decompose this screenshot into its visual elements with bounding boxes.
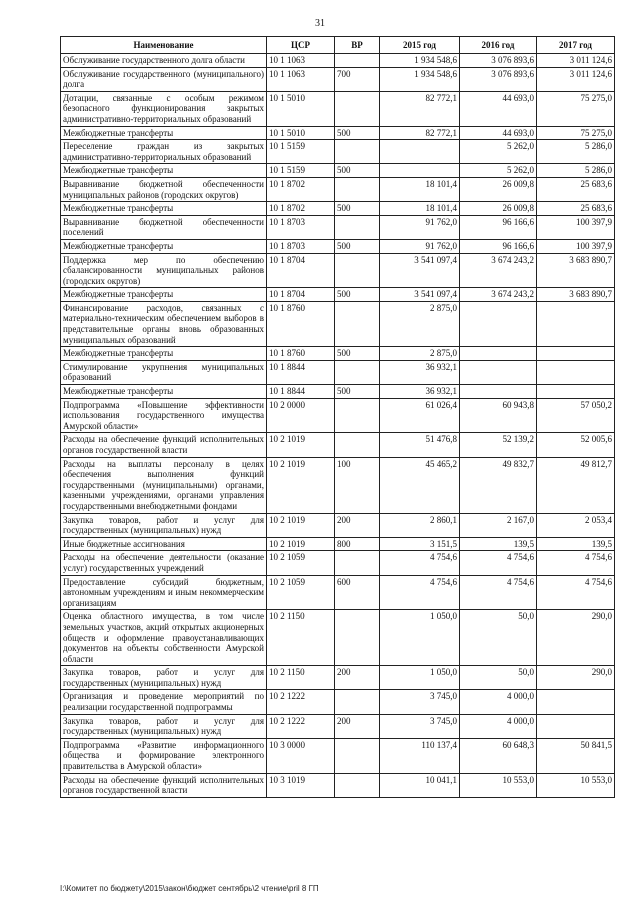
vr-cell [335,360,380,384]
csr-cell: 10 1 8760 [267,347,335,361]
name-cell: Закупка товаров, работ и услуг для государственных (муниципальных) нужд [61,513,267,537]
year-2015-cell: 2 860,1 [380,513,460,537]
vr-cell [335,433,380,457]
year-2016-cell: 60 943,8 [460,398,537,433]
csr-cell: 10 1 8702 [267,202,335,216]
vr-cell: 500 [335,202,380,216]
year-2016-cell: 2 167,0 [460,513,537,537]
year-2015-cell: 91 762,0 [380,215,460,239]
table-header [61,37,615,54]
year-2015-cell: 45 465,2 [380,457,460,513]
year-2015-cell [380,164,460,178]
csr-cell: 10 2 1019 [267,513,335,537]
name-cell: Межбюджетные трансферты [61,164,267,178]
year-2015-cell: 2 875,0 [380,301,460,346]
vr-cell: 100 [335,457,380,513]
name-cell: Межбюджетные трансферты [61,126,267,140]
year-2016-cell: 3 076 893,6 [460,67,537,91]
table-row [61,575,615,610]
header-2017: 2017 год [537,37,615,54]
year-2017-cell: 139,5 [537,537,615,551]
year-2016-cell [460,385,537,399]
name-cell: Дотации, связанные с особым режимом безопасного функционирования закрытых административно-территориальных образований [61,91,267,126]
vr-cell [335,140,380,164]
table-row [61,714,615,738]
year-2017-cell [537,714,615,738]
csr-cell: 10 2 1019 [267,457,335,513]
header-csr: ЦСР [267,37,335,54]
table-row [61,202,615,216]
table-body [61,54,615,798]
table-row [61,666,615,690]
vr-cell [335,690,380,714]
csr-cell: 10 1 8844 [267,385,335,399]
year-2017-cell: 5 286,0 [537,164,615,178]
table-row [61,288,615,302]
name-cell: Подпрограмма «Повышение эффективности использования государственного имущества Амурской области» [61,398,267,433]
csr-cell: 10 1 8703 [267,215,335,239]
year-2017-cell [537,360,615,384]
csr-cell: 10 2 1150 [267,666,335,690]
name-cell: Переселение граждан из закрытых административно-территориальных образований [61,140,267,164]
year-2017-cell: 5 286,0 [537,140,615,164]
vr-cell: 500 [335,126,380,140]
csr-cell: 10 1 5010 [267,91,335,126]
csr-cell: 10 2 1019 [267,433,335,457]
table-row [61,177,615,201]
csr-cell: 10 2 1150 [267,610,335,666]
year-2016-cell: 4 754,6 [460,551,537,575]
year-2017-cell [537,690,615,714]
year-2015-cell: 1 050,0 [380,610,460,666]
year-2016-cell: 50,0 [460,666,537,690]
name-cell: Закупка товаров, работ и услуг для государственных (муниципальных) нужд [61,666,267,690]
csr-cell: 10 1 5159 [267,140,335,164]
year-2016-cell: 26 009,8 [460,202,537,216]
year-2015-cell: 61 026,4 [380,398,460,433]
table-row [61,610,615,666]
vr-cell: 500 [335,385,380,399]
table-row [61,164,615,178]
vr-cell [335,738,380,773]
year-2017-cell: 75 275,0 [537,126,615,140]
year-2017-cell: 4 754,6 [537,575,615,610]
year-2015-cell: 4 754,6 [380,575,460,610]
csr-cell: 10 3 0000 [267,738,335,773]
year-2017-cell: 2 053,4 [537,513,615,537]
year-2017-cell: 290,0 [537,666,615,690]
year-2017-cell: 25 683,6 [537,202,615,216]
year-2015-cell: 3 151,5 [380,537,460,551]
year-2015-cell: 36 932,1 [380,360,460,384]
name-cell: Расходы на обеспечение деятельности (оказание услуг) государственных учреждений [61,551,267,575]
csr-cell: 10 2 1059 [267,575,335,610]
name-cell: Расходы на выплаты персоналу в целях обеспечения выполнения функций государственными (муниципальными) органами, казенными учреждениями, органами управления государственными внебюджетными фондами [61,457,267,513]
header-2015: 2015 год [380,37,460,54]
name-cell: Межбюджетные трансферты [61,385,267,399]
vr-cell: 200 [335,666,380,690]
name-cell: Межбюджетные трансферты [61,288,267,302]
year-2016-cell: 3 076 893,6 [460,54,537,68]
vr-cell [335,398,380,433]
year-2016-cell [460,360,537,384]
year-2015-cell: 3 541 097,4 [380,253,460,288]
year-2015-cell: 110 137,4 [380,738,460,773]
table-row [61,126,615,140]
year-2015-cell: 82 772,1 [380,91,460,126]
year-2017-cell: 52 005,6 [537,433,615,457]
year-2017-cell [537,301,615,346]
name-cell: Межбюджетные трансферты [61,239,267,253]
csr-cell: 10 1 5010 [267,126,335,140]
table-row [61,67,615,91]
vr-cell: 500 [335,288,380,302]
table-row [61,253,615,288]
page-number: 31 [315,18,325,29]
header-name: Наименование [61,37,267,54]
name-cell: Оценка областного имущества, в том числе земельных участков, акций открытых акционерных обществ и оформление правоустанавливающих документов на объекты собственности Амурской области [61,610,267,666]
year-2016-cell: 44 693,0 [460,91,537,126]
year-2015-cell: 82 772,1 [380,126,460,140]
year-2015-cell: 1 934 548,6 [380,67,460,91]
table-row [61,215,615,239]
year-2016-cell: 26 009,8 [460,177,537,201]
year-2015-cell: 1 050,0 [380,666,460,690]
name-cell: Организация и проведение мероприятий по реализации государственной подпрограммы [61,690,267,714]
name-cell: Поддержка мер по обеспечению сбалансированности муниципальных районов (городских округов) [61,253,267,288]
csr-cell: 10 1 8704 [267,288,335,302]
csr-cell: 10 1 1063 [267,67,335,91]
header-2016: 2016 год [460,37,537,54]
year-2015-cell: 36 932,1 [380,385,460,399]
year-2015-cell [380,140,460,164]
year-2016-cell: 96 166,6 [460,239,537,253]
vr-cell: 200 [335,714,380,738]
table-row [61,773,615,797]
year-2017-cell: 75 275,0 [537,91,615,126]
table-row [61,91,615,126]
name-cell: Выравнивание бюджетной обеспеченности поселений [61,215,267,239]
year-2017-cell: 4 754,6 [537,551,615,575]
table-row [61,301,615,346]
table-row [61,433,615,457]
vr-cell [335,91,380,126]
header-row [61,37,615,54]
table-row [61,690,615,714]
csr-cell: 10 1 8844 [267,360,335,384]
name-cell: Обслуживание государственного долга области [61,54,267,68]
year-2017-cell: 290,0 [537,610,615,666]
name-cell: Стимулирование укрупнения муниципальных образований [61,360,267,384]
csr-cell: 10 2 0000 [267,398,335,433]
year-2017-cell: 10 553,0 [537,773,615,797]
table-row [61,551,615,575]
table-row [61,347,615,361]
year-2015-cell: 1 934 548,6 [380,54,460,68]
year-2016-cell: 4 754,6 [460,575,537,610]
csr-cell: 10 1 8760 [267,301,335,346]
name-cell: Межбюджетные трансферты [61,347,267,361]
table-row [61,738,615,773]
year-2016-cell: 5 262,0 [460,164,537,178]
name-cell: Выравнивание бюджетной обеспеченности муниципальных районов (городских округов) [61,177,267,201]
vr-cell: 600 [335,575,380,610]
year-2016-cell: 3 674 243,2 [460,253,537,288]
budget-table [60,36,615,798]
year-2017-cell: 3 683 890,7 [537,288,615,302]
table-row [61,239,615,253]
vr-cell [335,253,380,288]
name-cell: Расходы на обеспечение функций исполнительных органов государственной власти [61,773,267,797]
year-2016-cell: 50,0 [460,610,537,666]
vr-cell [335,610,380,666]
name-cell: Обслуживание государственного (муниципального) долга [61,67,267,91]
table-row [61,140,615,164]
vr-cell: 800 [335,537,380,551]
name-cell: Иные бюджетные ассигнования [61,537,267,551]
year-2017-cell: 100 397,9 [537,239,615,253]
vr-cell: 500 [335,239,380,253]
year-2016-cell: 4 000,0 [460,690,537,714]
vr-cell: 700 [335,67,380,91]
year-2015-cell: 3 745,0 [380,690,460,714]
year-2017-cell: 50 841,5 [537,738,615,773]
year-2016-cell: 4 000,0 [460,714,537,738]
vr-cell: 200 [335,513,380,537]
year-2017-cell: 3 011 124,6 [537,54,615,68]
year-2017-cell [537,347,615,361]
csr-cell: 10 1 8702 [267,177,335,201]
year-2017-cell [537,385,615,399]
year-2016-cell: 52 139,2 [460,433,537,457]
year-2017-cell: 49 812,7 [537,457,615,513]
csr-cell: 10 2 1019 [267,537,335,551]
csr-cell: 10 1 1063 [267,54,335,68]
vr-cell [335,177,380,201]
vr-cell [335,551,380,575]
year-2016-cell [460,347,537,361]
year-2016-cell: 5 262,0 [460,140,537,164]
csr-cell: 10 2 1222 [267,714,335,738]
file-path-footer: I:\Комитет по бюджету\2015\закон\бюджет сентябрь\2 чтение\pril 8 ГП [60,884,319,893]
year-2017-cell: 3 683 890,7 [537,253,615,288]
year-2015-cell: 4 754,6 [380,551,460,575]
year-2015-cell: 18 101,4 [380,202,460,216]
year-2015-cell: 2 875,0 [380,347,460,361]
name-cell: Предоставление субсидий бюджетным, автономным учреждениям и иным некоммерческим организациям [61,575,267,610]
year-2016-cell: 3 674 243,2 [460,288,537,302]
year-2015-cell: 3 541 097,4 [380,288,460,302]
csr-cell: 10 1 8703 [267,239,335,253]
header-vr: ВР [335,37,380,54]
year-2017-cell: 25 683,6 [537,177,615,201]
name-cell: Межбюджетные трансферты [61,202,267,216]
table-row [61,457,615,513]
vr-cell [335,215,380,239]
csr-cell: 10 1 8704 [267,253,335,288]
name-cell: Расходы на обеспечение функций исполнительных органов государственной власти [61,433,267,457]
year-2015-cell: 3 745,0 [380,714,460,738]
vr-cell [335,773,380,797]
vr-cell: 500 [335,164,380,178]
vr-cell [335,301,380,346]
year-2016-cell [460,301,537,346]
csr-cell: 10 2 1059 [267,551,335,575]
year-2017-cell: 57 050,2 [537,398,615,433]
name-cell: Закупка товаров, работ и услуг для государственных (муниципальных) нужд [61,714,267,738]
year-2016-cell: 44 693,0 [460,126,537,140]
table-row [61,54,615,68]
table-row [61,398,615,433]
year-2015-cell: 10 041,1 [380,773,460,797]
year-2015-cell: 51 476,8 [380,433,460,457]
table-row [61,513,615,537]
name-cell: Финансирование расходов, связанных с материально-техническим обеспечением выборов в представительные органы вновь образованных муниципальных образований [61,301,267,346]
csr-cell: 10 1 5159 [267,164,335,178]
csr-cell: 10 2 1222 [267,690,335,714]
vr-cell: 500 [335,347,380,361]
year-2017-cell: 3 011 124,6 [537,67,615,91]
year-2015-cell: 18 101,4 [380,177,460,201]
csr-cell: 10 3 1019 [267,773,335,797]
vr-cell [335,54,380,68]
year-2016-cell: 49 832,7 [460,457,537,513]
year-2017-cell: 100 397,9 [537,215,615,239]
table-row [61,537,615,551]
year-2015-cell: 91 762,0 [380,239,460,253]
table-row [61,385,615,399]
year-2016-cell: 96 166,6 [460,215,537,239]
year-2016-cell: 60 648,3 [460,738,537,773]
table-row [61,360,615,384]
name-cell: Подпрограмма «Развитие информационного общества и формирование электронного правительства в Амурской области» [61,738,267,773]
year-2016-cell: 139,5 [460,537,537,551]
year-2016-cell: 10 553,0 [460,773,537,797]
